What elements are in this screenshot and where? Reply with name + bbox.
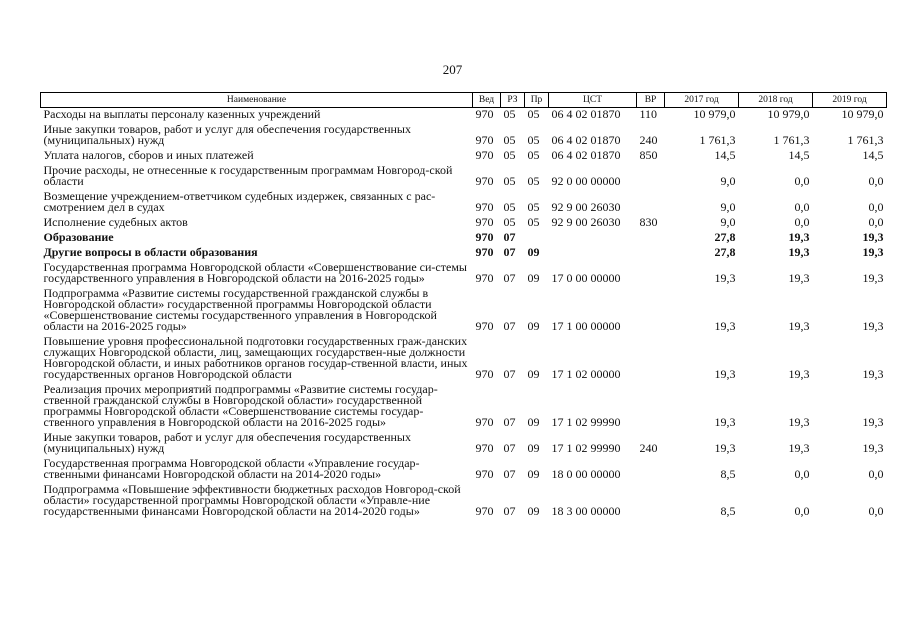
cell-ved: 970 [475,467,494,481]
cell-name: Прочие расходы, не отнесенные к государственным программам Новгород-ской области [43,163,453,188]
cell-vr [637,231,665,246]
cell-2017: 19,3 [714,367,736,381]
cell-rz: 07 [503,319,516,333]
cell-rz: 07 [503,367,516,381]
cell-2019: 0,0 [868,215,884,229]
table-row [41,335,887,383]
header-rz: РЗ [501,93,525,108]
cell-name: Исполнение судебных актов [43,215,188,229]
cell-2019: 19,3 [862,271,884,285]
cell-pr [525,231,549,246]
cell-2019: 19,3 [862,441,884,455]
cell-cst [549,231,637,246]
cell-cst: 18 3 00 00000 [551,504,621,518]
cell-pr: 09 [527,504,540,518]
cell-2019: 0,0 [868,504,884,518]
cell-name: Уплата налогов, сборов и иных платежей [43,148,254,162]
cell-2019: 0,0 [868,467,884,481]
cell-name: Государственная программа Новгородской области «Управление государ-ственными финансами Новгородской области на 2014-2020 годы» [43,456,420,481]
cell-vr: 240 [639,441,658,455]
cell-pr: 05 [527,215,540,229]
cell-pr: 09 [527,271,540,285]
cell-cst: 17 1 02 99990 [551,441,621,455]
cell-rz: 07 [503,230,516,244]
cell-ved: 970 [475,367,494,381]
table-header-row [41,93,887,108]
cell-2017: 8,5 [720,467,736,481]
cell-rz: 05 [503,174,516,188]
budget-table [40,92,887,520]
cell-cst: 17 1 00 00000 [551,319,621,333]
cell-rz: 07 [503,245,516,259]
table-body [41,108,887,521]
cell-vr [637,335,665,383]
cell-name: Иные закупки товаров, работ и услуг для обеспечения государственных (муниципальных) нужд [43,430,411,455]
cell-2018: 0,0 [794,215,810,229]
cell-2017: 19,3 [714,319,736,333]
cell-2018: 10 979,0 [767,107,810,121]
cell-rz: 05 [503,107,516,121]
cell-ved: 970 [475,271,494,285]
cell-2018: 0,0 [794,504,810,518]
cell-2019: 19,3 [862,245,884,259]
cell-2019: 0,0 [868,200,884,214]
cell-name: Расходы на выплаты персоналу казенных учреждений [43,107,321,121]
cell-2017: 10 979,0 [693,107,736,121]
cell-2017: 9,0 [720,200,736,214]
table-row [41,123,887,149]
cell-2018: 0,0 [794,467,810,481]
cell-vr [637,383,665,431]
cell-ved: 970 [475,174,494,188]
cell-vr [637,287,665,335]
table-row [41,287,887,335]
cell-rz: 07 [503,504,516,518]
table-row [41,457,887,483]
cell-2018: 14,5 [788,148,810,162]
cell-2017: 1 761,3 [699,133,736,147]
cell-2017: 9,0 [720,215,736,229]
table-row [41,231,887,246]
cell-name: Подпрограмма «Развитие системы государственной гражданской службы в Новгородской области» государственной программы Новгородской области «Совершенствование системы государственного управления в Новгородской области на 2016-2025 годы» [43,286,437,333]
table-row [41,149,887,164]
table-row [41,164,887,190]
cell-pr: 05 [527,133,540,147]
cell-name: Повышение уровня профессиональной подготовки государственных граж-данских служащих Новгородской области, лиц, замещающих государствен-ные должности Новгородской области, и иных работников органов государ-ственной власти, иных государственных органов Новгородской области [43,334,468,381]
cell-cst: 92 9 00 26030 [551,200,621,214]
cell-ved: 970 [475,415,494,429]
cell-2017: 8,5 [720,504,736,518]
cell-cst [549,246,637,261]
cell-vr [637,457,665,483]
header-ved: Вед [473,93,501,108]
cell-ved: 970 [475,148,494,162]
cell-pr: 09 [527,319,540,333]
table-row [41,431,887,457]
cell-cst: 17 1 02 00000 [551,367,621,381]
cell-ved: 970 [475,215,494,229]
cell-2019: 10 979,0 [841,107,884,121]
cell-2017: 19,3 [714,271,736,285]
cell-ved: 970 [475,133,494,147]
cell-vr: 240 [639,133,658,147]
page-number: 207 [442,62,463,77]
header-2017: 2017 год [665,93,739,108]
cell-name: Иные закупки товаров, работ и услуг для обеспечения государственных (муниципальных) нужд [43,122,411,147]
cell-cst: 06 4 02 01870 [551,133,621,147]
table-row [41,383,887,431]
table-row [41,261,887,287]
cell-2017: 14,5 [714,148,736,162]
cell-2017: 27,8 [714,230,736,244]
cell-rz: 07 [503,415,516,429]
cell-2019: 19,3 [862,367,884,381]
cell-rz: 05 [503,133,516,147]
table-row [41,246,887,261]
header-name: Наименование [41,93,473,108]
header-cst: ЦСТ [549,93,637,108]
cell-ved: 970 [475,245,494,259]
cell-pr: 09 [527,245,540,259]
cell-pr: 05 [527,200,540,214]
cell-ved: 970 [475,504,494,518]
cell-2018: 0,0 [794,200,810,214]
cell-cst: 17 0 00 00000 [551,271,621,285]
cell-name: Возмещение учреждением-ответчиком судебных издержек, связанных с рас-смотрением дел в судах [43,189,436,214]
cell-vr [637,190,665,216]
cell-ved: 970 [475,107,494,121]
cell-cst: 06 4 02 01870 [551,107,621,121]
header-2019: 2019 год [813,93,887,108]
cell-ved: 970 [475,200,494,214]
cell-rz: 07 [503,467,516,481]
cell-pr: 05 [527,107,540,121]
cell-vr: 110 [639,107,658,121]
cell-2018: 19,3 [788,245,810,259]
cell-2019: 19,3 [862,230,884,244]
cell-2019: 0,0 [868,174,884,188]
cell-2018: 19,3 [788,415,810,429]
cell-2018: 19,3 [788,319,810,333]
cell-pr: 05 [527,148,540,162]
cell-cst: 92 9 00 26030 [551,215,621,229]
cell-cst: 17 1 02 99990 [551,415,621,429]
table-row [41,216,887,231]
cell-2018: 19,3 [788,367,810,381]
cell-vr [637,483,665,520]
cell-ved: 970 [475,230,494,244]
cell-vr [637,261,665,287]
table-row [41,483,887,520]
cell-rz: 05 [503,215,516,229]
cell-2019: 1 761,3 [847,133,884,147]
cell-pr: 09 [527,367,540,381]
cell-name: Образование [43,230,114,244]
cell-cst: 06 4 02 01870 [551,148,621,162]
header-2018: 2018 год [739,93,813,108]
cell-2018: 19,3 [788,230,810,244]
cell-name: Другие вопросы в области образования [43,245,258,259]
cell-2018: 0,0 [794,174,810,188]
cell-pr: 09 [527,467,540,481]
cell-2019: 19,3 [862,415,884,429]
cell-2017: 27,8 [714,245,736,259]
cell-2017: 9,0 [720,174,736,188]
cell-name: Подпрограмма «Повышение эффективности бюджетных расходов Новгород-ской области» государственной программы Новгородской области «Управле-ние государственными финансами Новгородской области на 2014-2020 годы» [43,482,461,518]
cell-2017: 19,3 [714,441,736,455]
header-vr: ВР [637,93,665,108]
cell-rz: 05 [503,148,516,162]
cell-rz: 05 [503,200,516,214]
cell-rz: 07 [503,271,516,285]
header-pr: Пр [525,93,549,108]
cell-name: Реализация прочих мероприятий подпрограммы «Развитие системы государ-ственной гражданской службы в Новгородской области» государственной программы Новгородской области «Совершенствование системы государ-ственного управления в Новгородской области на 2016-2025 годы» [43,382,438,429]
cell-2018: 19,3 [788,441,810,455]
cell-vr: 850 [639,148,658,162]
cell-name: Государственная программа Новгородской области «Совершенствование си-стемы государственного управления в Новгородской области на 2016-2025 годы» [43,260,467,285]
cell-2017: 19,3 [714,415,736,429]
cell-vr [637,246,665,261]
cell-2019: 14,5 [862,148,884,162]
cell-ved: 970 [475,441,494,455]
cell-cst: 92 0 00 00000 [551,174,621,188]
cell-2018: 19,3 [788,271,810,285]
cell-pr: 05 [527,174,540,188]
cell-ved: 970 [475,319,494,333]
cell-pr: 09 [527,415,540,429]
cell-vr [637,164,665,190]
cell-pr: 09 [527,441,540,455]
cell-2019: 19,3 [862,319,884,333]
table-row [41,108,887,124]
cell-rz: 07 [503,441,516,455]
cell-vr: 830 [639,215,658,229]
table-row [41,190,887,216]
cell-2018: 1 761,3 [773,133,810,147]
cell-cst: 18 0 00 00000 [551,467,621,481]
